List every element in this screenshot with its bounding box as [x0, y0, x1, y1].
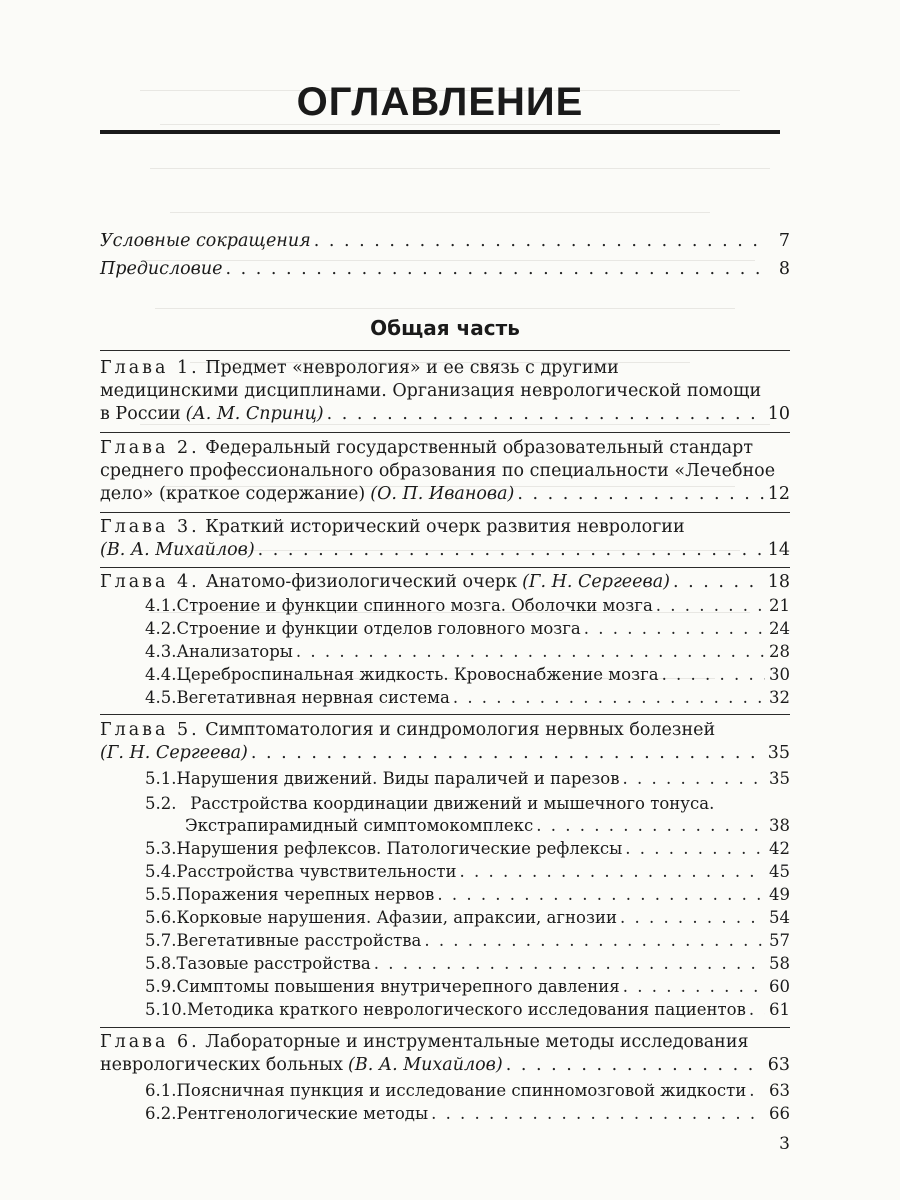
entry-page: 21 [769, 596, 790, 615]
chapter-title: Краткий исторический очерк развития неврологии [205, 517, 685, 537]
dot-leader [749, 1079, 765, 1102]
dot-leader [536, 814, 765, 837]
subentry-4-5[interactable] [145, 686, 790, 709]
dot-leader [296, 640, 765, 663]
subentry-number: 4.5. [145, 688, 177, 707]
chapter-title-end: дело» (краткое содержание) [100, 484, 366, 504]
dot-leader [460, 860, 765, 883]
chapter-4-line-1[interactable] [100, 571, 790, 594]
chapter-6-line-2[interactable] [100, 1054, 790, 1077]
dot-leader [662, 663, 765, 686]
dot-leader [584, 617, 765, 640]
toc-entry-preface[interactable] [100, 258, 790, 281]
subentry-label: Нарушения движений. Виды параличей и парезов [176, 769, 620, 788]
toc-entry-abbreviations[interactable] [100, 230, 790, 253]
chapter-5-line-2[interactable] [100, 742, 790, 765]
subentry-4-4[interactable] [145, 663, 790, 686]
subentry-number: 5.6. [145, 908, 177, 927]
subentry-label: Тазовые расстройства [176, 954, 371, 973]
dot-leader [453, 686, 765, 709]
subentry-5-10[interactable] [145, 998, 790, 1021]
chapter-1-line-1[interactable] [100, 357, 790, 380]
chapter-prefix: Глава 5. [100, 720, 200, 740]
chapter-6-line-1[interactable] [100, 1031, 790, 1054]
subentry-label: Методика краткого неврологического исследования пациентов [186, 1000, 746, 1019]
chapter-prefix: Глава 4. [100, 572, 200, 592]
subentry-label: Симптомы повышения внутричерепного давления [176, 977, 620, 996]
subentry-number: 5.8. [145, 954, 177, 973]
dot-leader [506, 1054, 764, 1077]
subentry-label: Вегетативные расстройства [176, 931, 422, 950]
entry-page: 30 [769, 665, 790, 684]
chapter-title: Симптоматология и синдромология нервных болезней [205, 720, 716, 740]
entry-label: Предисловие [100, 259, 223, 279]
subentry-label: Строение и функции спинного мозга. Оболочки мозга [176, 596, 653, 615]
chapter-author: (О. П. Иванова) [370, 484, 515, 504]
chapter-1-line-3[interactable] [100, 403, 790, 426]
dot-leader [625, 837, 765, 860]
dot-leader [424, 929, 765, 952]
subentry-number: 4.3. [145, 642, 177, 661]
entry-page: 38 [769, 816, 790, 835]
subentry-number: 5.2. [145, 794, 177, 813]
subentry-label: Поясничная пункция и исследование спинномозговой жидкости [176, 1081, 747, 1100]
subentry-label: Расстройства чувствительности [176, 862, 457, 881]
subentry-label: Нарушения рефлексов. Патологические рефлексы [176, 839, 623, 858]
dot-leader [517, 483, 763, 506]
subentry-5-3[interactable] [145, 837, 790, 860]
subentry-number: 5.9. [145, 977, 177, 996]
dot-leader [314, 230, 766, 253]
entry-page: 32 [769, 688, 790, 707]
subentry-label: Рентгенологические методы [176, 1104, 429, 1123]
subentry-5-6[interactable] [145, 906, 790, 929]
subentry-number: 6.2. [145, 1104, 177, 1123]
entry-page: 63 [767, 1055, 790, 1075]
chapter-author: (Г. Н. Сергеева) [100, 743, 248, 763]
subentry-5-4[interactable] [145, 860, 790, 883]
subentry-4-1[interactable] [145, 594, 790, 617]
chapter-prefix: Глава 3. [100, 517, 200, 537]
dot-leader [656, 594, 765, 617]
subentry-label: Анализаторы [176, 642, 293, 661]
chapter-2-line-2[interactable]: среднего профессионального образования по специальности «Лечебное [100, 461, 776, 481]
chapter-5-line-1[interactable] [100, 719, 790, 742]
subentry-number: 5.7. [145, 931, 177, 950]
entry-page: 14 [767, 540, 790, 560]
section-heading: Общая часть [370, 316, 520, 340]
subentry-label-cont: Экстрапирамидный симптомокомплекс [185, 816, 534, 835]
chapter-title-end: неврологических больных [100, 1055, 344, 1075]
dot-leader [374, 952, 765, 975]
dot-leader [673, 571, 764, 594]
page-number: 3 [779, 1134, 790, 1154]
chapter-3-line-2[interactable] [100, 539, 790, 562]
subentry-label: Строение и функции отделов головного мозга [176, 619, 581, 638]
chapter-title-end: в России [100, 404, 181, 424]
dot-leader [251, 742, 764, 765]
entry-page: 58 [769, 954, 790, 973]
subentry-number: 4.4. [145, 665, 177, 684]
chapter-divider [100, 432, 790, 433]
subentry-number: 5.3. [145, 839, 177, 858]
entry-page: 63 [769, 1081, 790, 1100]
subentry-6-2[interactable] [145, 1102, 790, 1125]
chapter-prefix: Глава 6. [100, 1032, 200, 1052]
subentry-label: Расстройства координации движений и мышечного тонуса. [190, 794, 715, 813]
dot-leader [437, 883, 765, 906]
subentry-6-1[interactable] [145, 1079, 790, 1102]
subentry-5-7[interactable] [145, 929, 790, 952]
entry-page: 18 [767, 572, 790, 592]
entry-page: 24 [769, 619, 790, 638]
chapter-3-line-1[interactable] [100, 516, 790, 539]
chapter-divider [100, 567, 790, 568]
subentry-number: 4.1. [145, 596, 177, 615]
chapter-divider [100, 714, 790, 715]
entry-page: 7 [778, 231, 790, 251]
subentry-label: Цереброспинальная жидкость. Кровоснабжение мозга [176, 665, 659, 684]
subentry-4-2[interactable] [145, 617, 790, 640]
subentry-label: Поражения черепных нервов [176, 885, 435, 904]
subentry-number: 6.1. [145, 1081, 177, 1100]
chapter-title: Анатомо-физиологический очерк [205, 572, 518, 592]
dot-leader [623, 975, 765, 998]
entry-page: 28 [769, 642, 790, 661]
entry-page: 35 [767, 743, 790, 763]
subentry-5-2-line-1[interactable] [145, 792, 790, 815]
entry-page: 57 [769, 931, 790, 950]
entry-page: 61 [769, 1000, 790, 1019]
page-title: ОГЛАВЛЕНИЕ [296, 80, 584, 124]
subentry-5-1[interactable] [145, 767, 790, 790]
entry-page: 45 [769, 862, 790, 881]
chapter-2-line-3[interactable] [100, 483, 790, 506]
dot-leader [749, 998, 765, 1021]
title-underline [100, 130, 780, 134]
entry-page: 10 [767, 404, 790, 424]
entry-page: 66 [769, 1104, 790, 1123]
chapter-divider [100, 350, 790, 351]
entry-page: 35 [769, 769, 790, 788]
subentry-number: 5.1. [145, 769, 177, 788]
entry-page: 54 [769, 908, 790, 927]
entry-page: 12 [767, 484, 790, 504]
chapter-title: Предмет «неврология» и ее связь с другими [205, 358, 619, 378]
entry-page: 60 [769, 977, 790, 996]
subentry-number: 4.2. [145, 619, 177, 638]
chapter-author: (В. А. Михайлов) [348, 1055, 503, 1075]
entry-page: 49 [769, 885, 790, 904]
subentry-5-5[interactable] [145, 883, 790, 906]
chapter-divider [100, 512, 790, 513]
dot-leader [225, 258, 766, 281]
dot-leader [620, 906, 765, 929]
subentry-5-2-line-2[interactable] [185, 814, 790, 837]
subentry-label: Корковые нарушения. Афазии, апраксии, агнозии [176, 908, 617, 927]
chapter-author: (Г. Н. Сергеева) [522, 572, 670, 592]
subentry-label: Вегетативная нервная система [176, 688, 450, 707]
subentry-5-8[interactable] [145, 952, 790, 975]
title-block [100, 62, 780, 134]
dot-leader [623, 767, 765, 790]
subentry-number: 5.10. [145, 1000, 187, 1019]
chapter-divider [100, 1027, 790, 1028]
subentry-number: 5.5. [145, 885, 177, 904]
entry-page: 8 [778, 259, 790, 279]
chapter-1-line-2[interactable]: медицинскими дисциплинами. Организация неврологической помощи [100, 381, 762, 401]
dot-leader [327, 403, 764, 426]
dot-leader [431, 1102, 765, 1125]
chapter-author: (А. М. Спринц) [185, 404, 324, 424]
subentry-4-3[interactable] [145, 640, 790, 663]
chapter-prefix: Глава 1. [100, 358, 200, 378]
subentry-number: 5.4. [145, 862, 177, 881]
chapter-title: Федеральный государственный образовательный стандарт [205, 438, 754, 458]
dot-leader [258, 539, 764, 562]
entry-label: Условные сокращения [100, 231, 311, 251]
chapter-author: (В. А. Михайлов) [100, 540, 255, 560]
subentry-5-9[interactable] [145, 975, 790, 998]
chapter-prefix: Глава 2. [100, 438, 200, 458]
chapter-title: Лабораторные и инструментальные методы исследования [205, 1032, 749, 1052]
entry-page: 42 [769, 839, 790, 858]
chapter-2-line-1[interactable] [100, 437, 790, 460]
